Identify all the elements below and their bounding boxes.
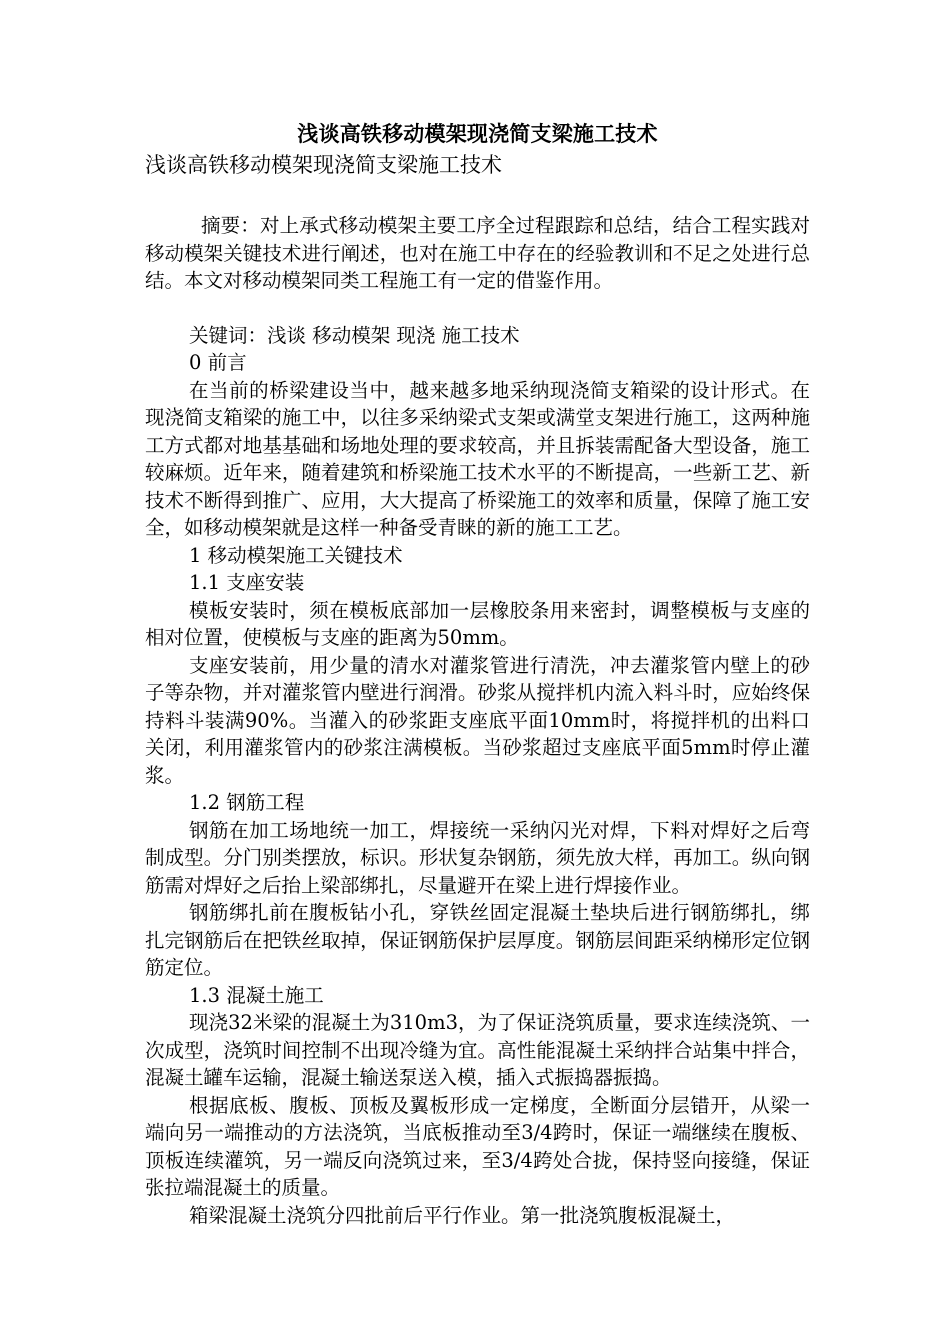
document-title: 浅谈高铁移动模架现浇简支梁施工技术 [297, 121, 658, 146]
abstract-paragraph: 摘要：对上承式移动模架主要工序全过程跟踪和总结，结合工程实践对移动模架关键技术进行阐述，也对在施工中存在的经验教训和不足之处进行总结。本文对移动模架同类工程施工有一定的借鉴作用。 [145, 214, 810, 292]
section-1 [145, 542, 810, 570]
keywords-line: 关键词：浅谈 移动模架 现浇 施工技术 [189, 323, 520, 347]
subsection-heading: 1.1 支座安装 [189, 571, 305, 594]
body-paragraph: 现浇32米梁的混凝土为310m3，为了保证浇筑质量，要求连续浇筑、一次成型，浇筑时间控制不出现冷缝为宜。高性能混凝土采纳拌合站集中拌合，混凝土罐车运输，混凝土输送泵送入模，插入式振捣器振捣。 [145, 1011, 810, 1089]
section-0 [145, 349, 810, 542]
section-heading: 0 前言 [189, 351, 247, 374]
section-1-2 [145, 789, 810, 982]
subsection-heading: 1.2 钢筋工程 [189, 791, 305, 814]
body-paragraph: 钢筋在加工场地统一加工，焊接统一采纳闪光对焊，下料对焊好之后弯制成型。分门别类摆放，标识。形状复杂钢筋，须先放大样，再加工。纵向钢筋需对焊好之后抬上梁部绑扎，尽量避开在梁上进行焊接作业。 [145, 818, 810, 897]
body-paragraph: 箱梁混凝土浇筑分四批前后平行作业。第一批浇筑腹板混凝土， [189, 1203, 736, 1227]
section-1-1 [145, 569, 810, 789]
body-paragraph: 模板安装时，须在模板底部加一层橡胶条用来密封，调整模板与支座的相对位置，使模板与支座的距离为50mm。 [145, 598, 810, 649]
body-paragraph: 在当前的桥梁建设当中，越来越多地采纳现浇简支箱梁的设计形式。在现浇简支箱梁的施工中，以往多采纳梁式支架或满堂支架进行施工，这两种施工方式都对地基基础和场地处理的要求较高，并且拆装需配备大型设备，施工较麻烦。近年来，随着建筑和桥梁施工技术水平的不断提高，一些新工艺、新技术不断得到推广、应用，大大提高了桥梁施工的效率和质量，保障了施工安全，如移动模架就是这样一种备受青睐的新的施工工艺。 [145, 378, 810, 539]
body-paragraph: 钢筋绑扎前在腹板钻小孔，穿铁丝固定混凝土垫块后进行钢筋绑扎，绑扎完钢筋后在把铁丝取掉，保证钢筋保护层厚度。钢筋层间距采纳梯形定位钢筋定位。 [145, 901, 810, 979]
subsection-heading: 1.3 混凝土施工 [189, 983, 324, 1007]
body-paragraph: 支座安装前，用少量的清水对灌浆管进行清洗，冲去灌浆管内壁上的砂子等杂物，并对灌浆管内壁进行润滑。砂浆从搅拌机内流入料斗时，应始终保持料斗装满90%。当灌入的砂浆距支座底平面10mm时，将搅拌机的出料口关闭，利用灌浆管内的砂浆注满模板。当砂浆超过支座底平面5mm时停止灌浆。 [145, 653, 810, 787]
document-page [145, 118, 810, 1229]
section-heading: 1 移动模架施工关键技术 [189, 543, 403, 567]
section-1-3 [145, 982, 810, 1230]
document-subtitle: 浅谈高铁移动模架现浇简支梁施工技术 [145, 153, 502, 177]
body-paragraph: 根据底板、腹板、顶板及翼板形成一定梯度，全断面分层错开，从梁一端向另一端推动的方法浇筑，当底板推动至3/4跨时，保证一端继续在腹板、顶板连续灌筑，另一端反向浇筑过来，至3/4跨处合拢，保持竖向接缝，保证张拉端混凝土的质量。 [145, 1093, 810, 1199]
